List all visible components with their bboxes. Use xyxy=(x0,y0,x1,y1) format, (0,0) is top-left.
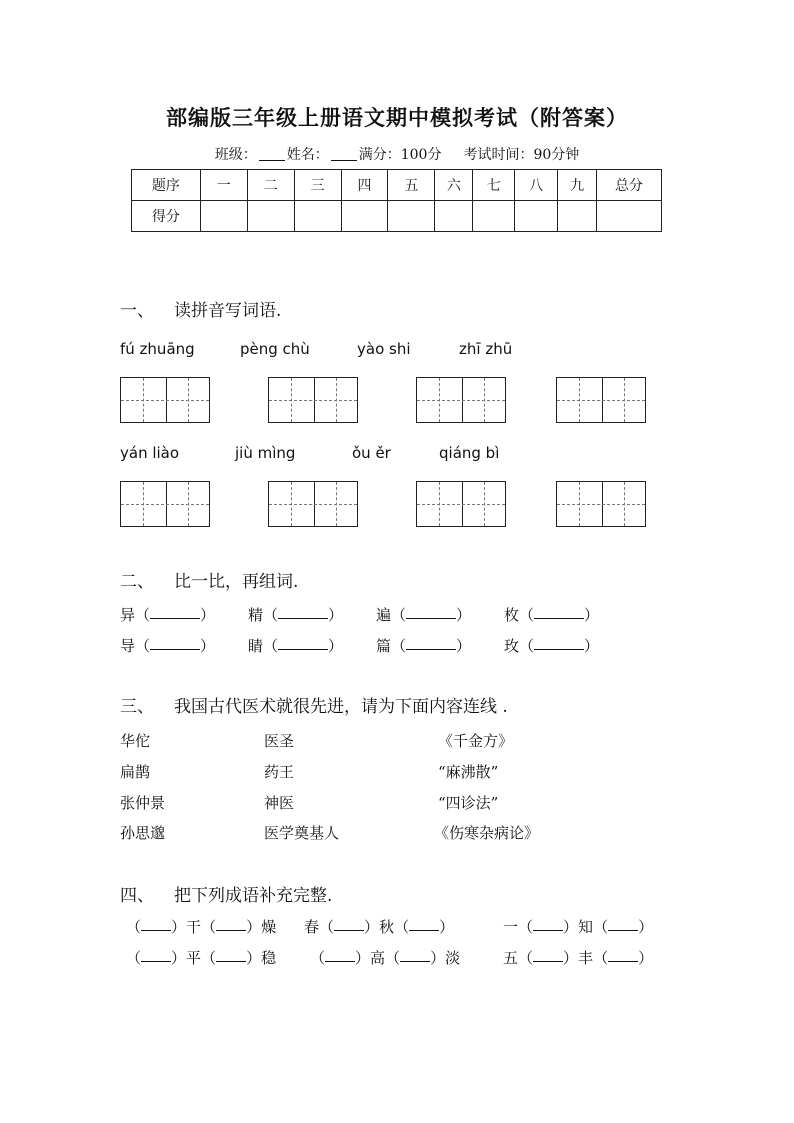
idiom-char: 秋 xyxy=(379,918,395,936)
answer-blank[interactable] xyxy=(534,637,584,650)
writing-grid[interactable] xyxy=(268,481,358,527)
answer-blank[interactable] xyxy=(150,606,200,619)
writing-grid[interactable] xyxy=(556,377,646,423)
answer-blank[interactable] xyxy=(150,637,200,650)
compare-item: 遍（ ） xyxy=(376,606,472,624)
pinyin: zhī zhū xyxy=(459,340,513,358)
section3-heading xyxy=(120,692,508,717)
answer-blank[interactable] xyxy=(141,918,171,931)
section-number: 三、 xyxy=(120,697,154,717)
page-title: 部编版三年级上册语文期中模拟考试（附答案） xyxy=(166,105,628,130)
name-blank[interactable] xyxy=(331,146,357,161)
compare-char: 异 xyxy=(120,606,136,624)
match-person[interactable]: 张仲景 xyxy=(120,794,166,812)
answer-blank[interactable] xyxy=(406,606,456,619)
match-person[interactable]: 扁鹊 xyxy=(120,763,151,781)
answer-blank[interactable] xyxy=(216,918,246,931)
answer-blank[interactable] xyxy=(533,918,563,931)
writing-grid[interactable] xyxy=(416,377,506,423)
header-cell: 七 xyxy=(473,170,515,201)
answer-blank[interactable] xyxy=(608,949,638,962)
answer-blank[interactable] xyxy=(533,949,563,962)
full-score: 满分：100分 xyxy=(358,147,442,163)
idiom-char: 平 xyxy=(186,949,202,967)
score-cell[interactable] xyxy=(435,201,473,232)
score-cell[interactable] xyxy=(200,201,247,232)
idiom-item: 春（ ）秋（ ） xyxy=(304,918,455,936)
header-cell: 九 xyxy=(558,170,597,201)
pinyin: fú zhuāng xyxy=(120,340,195,358)
score-cell[interactable] xyxy=(388,201,435,232)
class-label: 班级： xyxy=(214,147,257,163)
compare-item: 玫（ ） xyxy=(504,637,600,655)
idiom-char: 一 xyxy=(503,918,519,936)
compare-char: 遍 xyxy=(376,606,392,624)
class-blank[interactable] xyxy=(259,146,285,161)
header-cell: 二 xyxy=(247,170,294,201)
section-title: 比一比，再组词. xyxy=(174,572,299,592)
compare-item: 睛（ ） xyxy=(248,637,344,655)
section-number: 一、 xyxy=(120,301,154,321)
match-person[interactable]: 华佗 xyxy=(120,732,151,750)
pinyin: ǒu ěr xyxy=(352,444,391,462)
score-row xyxy=(132,201,662,232)
compare-item: 精（ ） xyxy=(248,606,344,624)
compare-char: 睛 xyxy=(248,637,264,655)
match-work[interactable]: 《伤寒杂病论》 xyxy=(434,824,540,842)
idiom-char: 丰 xyxy=(578,949,594,967)
answer-blank[interactable] xyxy=(409,918,439,931)
score-table xyxy=(131,169,662,232)
answer-blank[interactable] xyxy=(406,637,456,650)
score-cell[interactable] xyxy=(341,201,388,232)
exam-info xyxy=(0,144,794,164)
header-cell: 一 xyxy=(200,170,247,201)
score-header-row xyxy=(132,170,662,201)
writing-grid[interactable] xyxy=(120,481,210,527)
header-cell: 八 xyxy=(515,170,558,201)
idiom-char: 淡 xyxy=(445,949,461,967)
score-cell[interactable] xyxy=(558,201,597,232)
idiom-char: 五 xyxy=(503,949,519,967)
idiom-item: （ ）干（ ）燥 xyxy=(126,918,277,936)
answer-blank[interactable] xyxy=(278,637,328,650)
compare-char: 篇 xyxy=(376,637,392,655)
idiom-item: （ ）高（ ）淡 xyxy=(310,949,461,967)
answer-blank[interactable] xyxy=(608,918,638,931)
section-title: 读拼音写词语. xyxy=(174,301,282,321)
answer-blank[interactable] xyxy=(325,949,355,962)
score-cell[interactable] xyxy=(597,201,662,232)
score-cell[interactable] xyxy=(294,201,341,232)
header-cell: 四 xyxy=(341,170,388,201)
section2-heading xyxy=(120,567,298,592)
score-cell[interactable] xyxy=(247,201,294,232)
match-title[interactable]: 神医 xyxy=(264,794,295,812)
score-cell[interactable] xyxy=(515,201,558,232)
name-label: 姓名： xyxy=(286,147,329,163)
pinyin: qiáng bì xyxy=(439,444,500,462)
idiom-item: 一（ ）知（ ） xyxy=(503,918,654,936)
writing-grid[interactable] xyxy=(556,481,646,527)
match-title[interactable]: 药王 xyxy=(264,763,295,781)
idiom-item: （ ）平（ ）稳 xyxy=(126,949,277,967)
answer-blank[interactable] xyxy=(216,949,246,962)
header-cell: 五 xyxy=(388,170,435,201)
section-number: 二、 xyxy=(120,572,154,592)
match-title[interactable]: 医圣 xyxy=(264,732,295,750)
match-person[interactable]: 孙思邈 xyxy=(120,824,166,842)
exam-time: 考试时间：90分钟 xyxy=(463,147,580,163)
idiom-item: 五（ ）丰（ ） xyxy=(503,949,654,967)
idiom-char: 稳 xyxy=(261,949,277,967)
compare-char: 枚 xyxy=(504,606,520,624)
pinyin: jiù mìng xyxy=(235,444,296,462)
compare-item: 异（ ） xyxy=(120,606,216,624)
section-title: 我国古代医术就很先进，请为下面内容连线 . xyxy=(174,697,508,717)
match-work[interactable]: 《千金方》 xyxy=(438,732,514,750)
header-cell: 六 xyxy=(435,170,473,201)
answer-blank[interactable] xyxy=(400,949,430,962)
writing-grid[interactable] xyxy=(416,481,506,527)
section-number: 四、 xyxy=(120,886,154,906)
section-title: 把下列成语补充完整. xyxy=(174,886,333,906)
section4-heading xyxy=(120,881,332,906)
idiom-char: 燥 xyxy=(261,918,277,936)
header-cell: 题序 xyxy=(132,170,201,201)
compare-item: 篇（ ） xyxy=(376,637,472,655)
match-work[interactable]: “麻沸散” xyxy=(438,763,499,781)
header-cell: 总分 xyxy=(597,170,662,201)
compare-char: 玫 xyxy=(504,637,520,655)
score-row-label: 得分 xyxy=(132,201,201,232)
writing-grid[interactable] xyxy=(268,377,358,423)
writing-grid[interactable] xyxy=(120,377,210,423)
compare-item: 枚（ ） xyxy=(504,606,600,624)
compare-char: 精 xyxy=(248,606,264,624)
match-work[interactable]: “四诊法” xyxy=(438,794,499,812)
answer-blank[interactable] xyxy=(334,918,364,931)
idiom-char: 春 xyxy=(304,918,320,936)
answer-blank[interactable] xyxy=(534,606,584,619)
match-title[interactable]: 医学奠基人 xyxy=(264,824,340,842)
answer-blank[interactable] xyxy=(141,949,171,962)
section1-heading xyxy=(120,296,281,321)
compare-char: 导 xyxy=(120,637,136,655)
idiom-char: 干 xyxy=(186,918,202,936)
answer-blank[interactable] xyxy=(278,606,328,619)
idiom-char: 知 xyxy=(578,918,594,936)
pinyin: yào shi xyxy=(357,340,411,358)
header-cell: 三 xyxy=(294,170,341,201)
pinyin: pèng chù xyxy=(240,340,310,358)
pinyin: yán liào xyxy=(120,444,180,462)
compare-item: 导（ ） xyxy=(120,637,216,655)
idiom-char: 高 xyxy=(370,949,386,967)
score-cell[interactable] xyxy=(473,201,515,232)
